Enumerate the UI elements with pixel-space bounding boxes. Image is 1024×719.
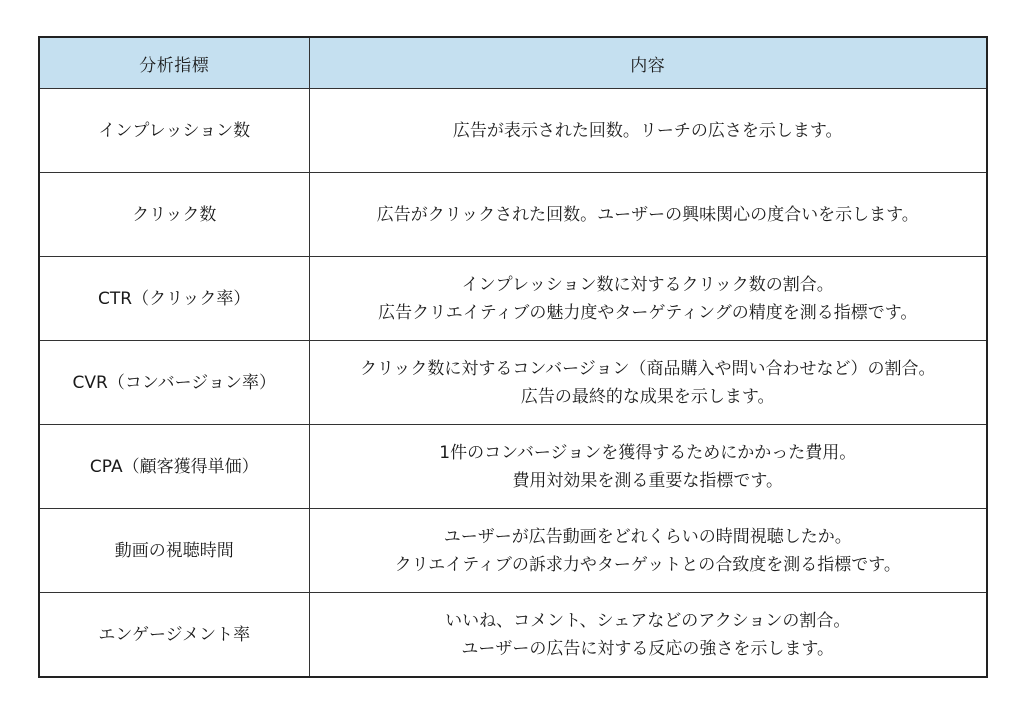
description-line: ユーザーの広告に対する反応の強さを示します。: [461, 638, 835, 659]
metric-cell: CTR（クリック率）: [39, 257, 309, 341]
metric-cell: クリック数: [39, 173, 309, 257]
description-line: クリック数に対するコンバージョン（商品購入や問い合わせなど）の割合。: [360, 358, 936, 379]
metrics-table: [38, 36, 988, 678]
description-cell: [309, 509, 987, 593]
description-cell: [309, 89, 987, 173]
header-metric: 分析指標: [39, 37, 309, 89]
table-row: [39, 509, 987, 593]
metric-cell: CVR（コンバージョン率）: [39, 341, 309, 425]
description-line: 広告が表示された回数。リーチの広さを示します。: [452, 120, 843, 141]
description-line: いいね、コメント、シェアなどのアクションの割合。: [445, 610, 851, 631]
header-description: 内容: [309, 37, 987, 89]
description-line: 広告クリエイティブの魅力度やターゲティングの精度を測る指標です。: [378, 302, 918, 323]
table-row: [39, 341, 987, 425]
metric-cell: 動画の視聴時間: [39, 509, 309, 593]
metric-cell: CPA（顧客獲得単価）: [39, 425, 309, 509]
description-line: ユーザーが広告動画をどれくらいの時間視聴したか。: [443, 526, 852, 547]
description-cell: [309, 257, 987, 341]
table-header: [39, 37, 987, 89]
description-line: クリエイティブの訴求力やターゲットとの合致度を測る指標です。: [394, 554, 901, 575]
description-cell: [309, 425, 987, 509]
description-cell: [309, 173, 987, 257]
header-row: [39, 37, 987, 89]
table-row: [39, 425, 987, 509]
description-cell: [309, 341, 987, 425]
metric-cell: インプレッション数: [39, 89, 309, 173]
description-line: 1件のコンバージョンを獲得するためにかかった費用。: [439, 442, 857, 463]
description-line: 費用対効果を測る重要な指標です。: [512, 470, 784, 491]
table-row: [39, 593, 987, 678]
description-line: 広告の最終的な成果を示します。: [520, 386, 775, 407]
description-cell: [309, 593, 987, 678]
table-body: [39, 89, 987, 678]
table-row: [39, 89, 987, 173]
metric-cell: エンゲージメント率: [39, 593, 309, 678]
table-row: [39, 257, 987, 341]
table-row: [39, 173, 987, 257]
description-line: 広告がクリックされた回数。ユーザーの興味関心の度合いを示します。: [376, 204, 919, 225]
description-line: インプレッション数に対するクリック数の割合。: [461, 274, 834, 295]
